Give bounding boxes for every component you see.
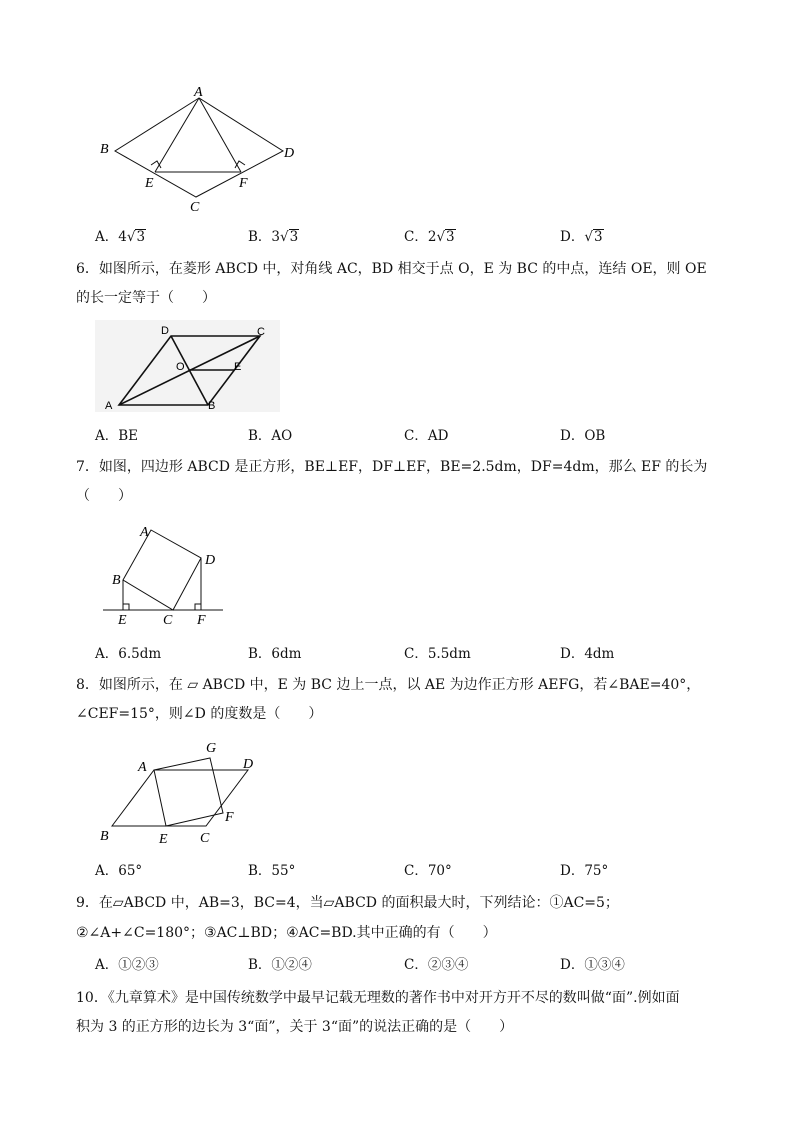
q8-option-b: B．55°: [248, 863, 296, 879]
q5-option-c: C．2√3: [404, 229, 455, 245]
q10-text-line2: 积为 3 的正方形的边长为 3“面”，关于 3“面”的说法正确的是（ ）: [76, 1019, 514, 1035]
fig8-label-a: A: [138, 760, 147, 775]
fig6-label-c: C: [257, 326, 265, 338]
fig8-label-d: D: [243, 757, 254, 772]
q7-text-line1: 7．如图，四边形 ABCD 是正方形，BE⊥EF，DF⊥EF，BE=2.5dm，DF=4dm，那么 EF 的长为: [76, 459, 708, 475]
q9-option-c: C．②③④: [404, 957, 469, 973]
q7-option-c: C．5.5dm: [404, 646, 471, 662]
q9-option-d: D．①③④: [560, 957, 625, 973]
q6-option-c: C．AD: [404, 428, 449, 444]
q5-option-a: A．4√3: [95, 229, 146, 245]
q9-text-line1: 9．在▱ABCD 中，AB=3，BC=4，当▱ABCD 的面积最大时，下列结论：①AC=5；: [76, 895, 619, 911]
fig5-label-c: C: [190, 200, 200, 215]
q8-option-a: A．65°: [95, 863, 143, 879]
fig7-label-a: A: [140, 525, 149, 540]
fig5-label-f: F: [239, 176, 248, 191]
q7-figure: [98, 518, 228, 630]
fig6-label-b: B: [208, 400, 216, 412]
q9-option-b: B．①②④: [248, 957, 312, 973]
q6-text-line2: 的长一定等于（ ）: [76, 290, 216, 306]
fig7-label-d: D: [205, 553, 216, 568]
fig7-label-b: B: [112, 573, 121, 588]
fig7-label-e: E: [118, 613, 127, 628]
fig6-label-e: E: [234, 361, 242, 373]
fig8-label-c: C: [200, 831, 210, 846]
fig7-label-f: F: [197, 613, 206, 628]
q8-text-line2: ∠CEF=15°，则∠D 的度数是（ ）: [76, 706, 323, 722]
q9-option-a: A．①②③: [95, 957, 159, 973]
q8-text-line1: 8．如图所示，在 ▱ ABCD 中，E 为 BC 边上一点，以 AE 为边作正方形 AEFG，若∠BAE=40°，: [76, 677, 701, 693]
q5-option-b: B．3√3: [248, 229, 299, 245]
fig7-label-c: C: [163, 613, 173, 628]
q6-figure: [95, 320, 280, 412]
q6-text-line1: 6．如图所示，在菱形 ABCD 中，对角线 AC，BD 相交于点 O，E 为 BC 的中点，连结 OE，则 OE: [76, 261, 707, 277]
fig8-label-g: G: [206, 741, 217, 756]
fig5-label-b: B: [100, 142, 109, 157]
q8-option-d: D．75°: [560, 863, 609, 879]
q10-text-line1: 10．《九章算术》是中国传统数学中最早记载无理数的著作书中对开方开不尽的数叫做“面”.例如面: [76, 990, 680, 1006]
q7-option-b: B．6dm: [248, 646, 302, 662]
q5-figure: [95, 85, 305, 215]
fig8-label-b: B: [100, 829, 109, 844]
fig8-label-f: F: [225, 810, 234, 825]
fig6-label-a: A: [105, 400, 113, 412]
q8-option-c: C．70°: [404, 863, 452, 879]
q5-option-d: D．√3: [560, 229, 603, 245]
q6-option-a: A．BE: [95, 428, 139, 444]
fig8-label-e: E: [159, 832, 168, 847]
q7-option-d: D．4dm: [560, 646, 615, 662]
q9-text-line2: ②∠A+∠C=180°；③AC⊥BD；④AC=BD.其中正确的有（ ）: [76, 925, 497, 941]
fig5-label-d: D: [284, 146, 295, 161]
q7-option-a: A．6.5dm: [95, 646, 162, 662]
fig5-label-e: E: [145, 176, 154, 191]
q8-figure: [96, 736, 268, 850]
fig6-label-d: D: [161, 325, 169, 337]
q6-option-d: D．OB: [560, 428, 606, 444]
q7-text-line2: （ ）: [76, 488, 132, 504]
q6-option-b: B．AO: [248, 428, 293, 444]
fig5-label-a: A: [194, 85, 203, 100]
fig6-label-o: O: [176, 361, 185, 373]
